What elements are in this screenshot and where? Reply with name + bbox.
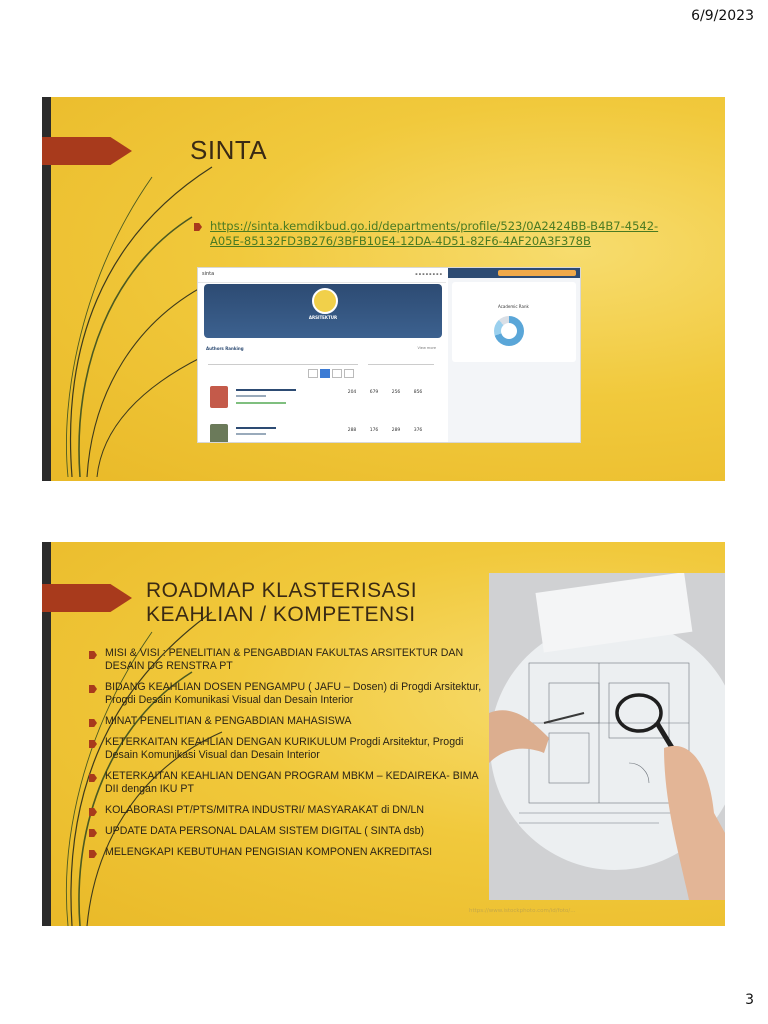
page-date: 6/9/2023 <box>691 8 754 24</box>
list-item <box>89 846 484 859</box>
list-item-text: MISI & VISI : PENELITIAN & PENGABDIAN FAKULTAS ARSITEKTUR DAN DESAIN DG RENSTRA PT <box>105 647 464 672</box>
screenshot-sort-field <box>368 358 434 365</box>
roadmap-bullet-list <box>89 647 484 867</box>
bullet-arrow-icon <box>89 829 97 837</box>
blueprint-magnifier-image <box>489 573 725 900</box>
bullet-arrow-icon <box>89 651 97 659</box>
list-item <box>89 681 484 707</box>
pager-last <box>344 369 354 378</box>
link-bullet <box>194 219 664 249</box>
author-meta-line <box>236 395 266 397</box>
list-item-text: BIDANG KEAHLIAN DOSEN PENGAMPU ( JAFU – Dosen) di Progdi Arsitektur, Progdi Desain Komunikasi Visual dan Desain Interior <box>105 681 482 706</box>
blueprint-photo <box>489 573 725 900</box>
list-item <box>89 770 484 796</box>
academic-rank-title: Academic Rank <box>498 304 529 309</box>
donut-chart-icon <box>494 316 524 346</box>
title-line-2: KEAHLIAN / KOMPETENSI <box>146 603 416 626</box>
list-item <box>89 825 484 838</box>
side-panel-tab <box>498 270 576 276</box>
list-item-text: KETERKAITAN KEAHLIAN DENGAN PROGRAM MBKM – KEDAIREKA- BIMA DII dengan IKU PT <box>105 770 479 795</box>
author-avatar <box>210 424 228 443</box>
stat-value: 856 <box>413 390 423 395</box>
stat-value: 256 <box>391 390 401 395</box>
author-stats <box>346 428 424 433</box>
slide-title <box>146 579 417 627</box>
stat-value: 288 <box>347 428 357 433</box>
authors-section-title: Authors Ranking <box>206 346 244 351</box>
title-arrow-shape <box>42 137 132 165</box>
stat-value: 376 <box>413 428 423 433</box>
stat-value: 204 <box>347 390 357 395</box>
slide-sinta <box>42 97 725 481</box>
screenshot-navbar <box>198 268 446 283</box>
list-item <box>89 647 484 673</box>
department-banner <box>204 284 442 338</box>
pager-current <box>320 369 330 378</box>
author-row <box>210 424 440 443</box>
title-line-1: ROADMAP KLASTERISASI <box>146 579 418 602</box>
list-item <box>89 804 484 817</box>
bullet-arrow-icon <box>89 808 97 816</box>
bullet-arrow-icon <box>89 850 97 858</box>
list-item-text: MELENGKAPI KEBUTUHAN PENGISIAN KOMPONEN AKREDITASI <box>105 846 433 858</box>
author-meta-line <box>236 433 266 435</box>
bullet-arrow-icon <box>89 774 97 782</box>
bullet-arrow-icon <box>194 223 202 231</box>
author-name-line <box>236 389 296 391</box>
stat-value: 289 <box>391 428 401 433</box>
title-arrow-shape <box>42 584 132 612</box>
pager-prev <box>308 369 318 378</box>
slide-title: SINTA <box>190 135 268 165</box>
screenshot-search-field <box>208 358 358 365</box>
sinta-screenshot <box>197 267 581 443</box>
sinta-profile-link[interactable]: https://sinta.kemdikbud.go.id/departments/profile/523/0A2424BB-B4B7-4542-A05E-85132FD3B276/3BFB10E4-12DA-4D51-82F6-4AF20A3F378B <box>210 219 659 248</box>
stat-value: 176 <box>369 428 379 433</box>
university-emblem-icon <box>312 288 338 314</box>
list-item <box>89 736 484 762</box>
list-item-text: MINAT PENELITIAN & PENGABDIAN MAHASISWA <box>105 715 352 727</box>
photo-credit: https://www.istockphoto.com/id/foto/... <box>469 908 576 914</box>
stat-value: 679 <box>369 390 379 395</box>
bullet-arrow-icon <box>89 740 97 748</box>
list-item-text: KOLABORASI PT/PTS/MITRA INDUSTRI/ MASYARAKAT di DN/LN <box>105 804 425 816</box>
author-name-line <box>236 427 276 429</box>
bullet-arrow-icon <box>89 685 97 693</box>
list-item-text: UPDATE DATA PERSONAL DALAM SISTEM DIGITAL ( SINTA dsb) <box>105 825 425 837</box>
screenshot-side-panel <box>448 268 580 442</box>
slide-roadmap <box>42 542 725 926</box>
sinta-logo: sinta <box>202 271 215 277</box>
author-stats <box>346 390 424 395</box>
author-tags-line <box>236 402 286 404</box>
page-number: 3 <box>745 992 754 1008</box>
list-item <box>89 715 484 728</box>
list-item-text: KETERKAITAN KEAHLIAN DENGAN KURIKULUM Progdi Arsitektur, Progdi Desain Komunikasi Visual dan Desain Interior <box>105 736 464 761</box>
department-name: ARSITEKTUR <box>308 315 338 320</box>
author-avatar <box>210 386 228 408</box>
view-more-link: View more <box>417 346 436 350</box>
side-panel-header <box>448 268 580 278</box>
pager-next <box>332 369 342 378</box>
screenshot-main-page <box>198 268 446 442</box>
bullet-arrow-icon <box>89 719 97 727</box>
screenshot-pager <box>308 369 354 378</box>
screenshot-nav-links: ▪ ▪ ▪ ▪ ▪ ▪ ▪ ▪ <box>415 272 442 276</box>
author-row <box>210 386 440 416</box>
